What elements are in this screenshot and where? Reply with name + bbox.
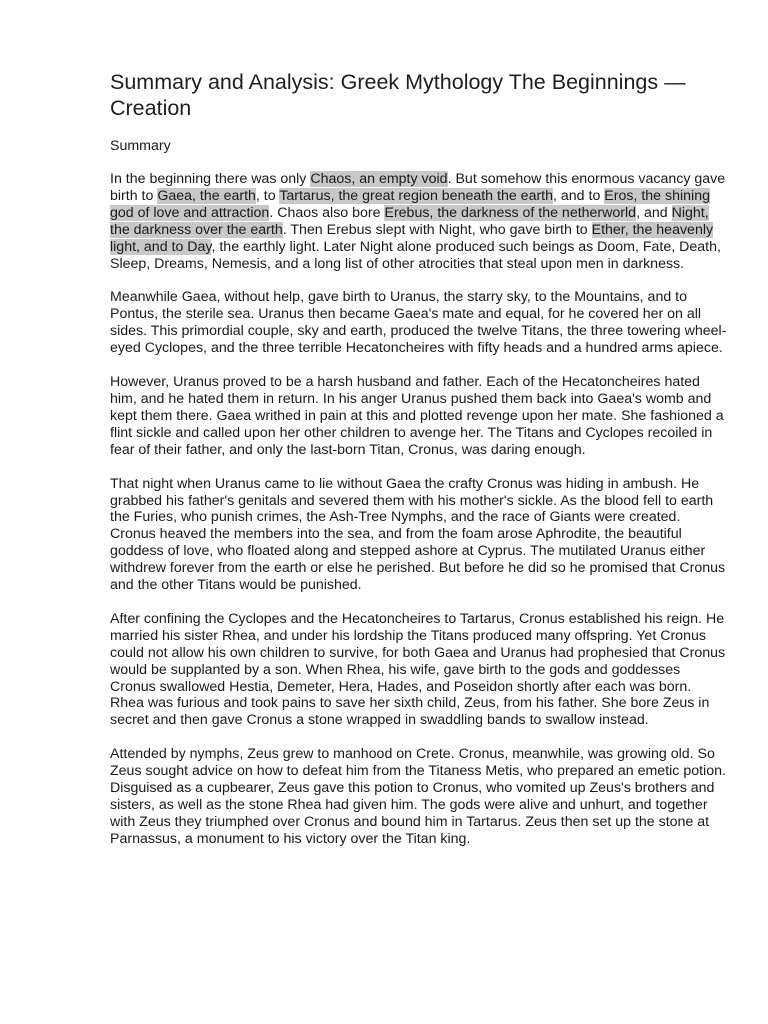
paragraph-1-text-4: , and to bbox=[553, 187, 605, 204]
highlight-ether-day[interactable]: Ether, the heavenly light, and to Day bbox=[110, 221, 714, 255]
paragraph-1-text-7: . Then Erebus slept with Night, who gave birth to bbox=[282, 221, 592, 238]
page-title: Summary and Analysis: Greek Mythology The Beginnings — Creation bbox=[110, 70, 686, 120]
highlight-erebus[interactable]: Erebus, the darkness of the netherworld bbox=[384, 204, 637, 221]
highlight-night[interactable]: Night, the darkness over the earth bbox=[110, 204, 709, 238]
highlight-gaea[interactable]: Gaea, the earth bbox=[157, 187, 256, 204]
highlight-tartarus[interactable]: Tartarus, the great region beneath the earth bbox=[279, 187, 554, 204]
paragraph-1 bbox=[110, 171, 728, 272]
highlight-eros[interactable]: Eros, the shining god of love and attraction bbox=[110, 187, 710, 221]
paragraph-1-text-3: , to bbox=[255, 187, 280, 204]
paragraph-3: However, Uranus proved to be a harsh husband and father. Each of the Hecatoncheires hated him, and he hated them in return. In his anger Uranus pushed them back into Gaea's womb and kept them there. Gaea writhed in pain at this and plotted revenge upon her mate. She fashioned a flint sickle and called upon her other children to avenge her. The Titans and Cyclopes recoiled in fear of their father, and only the last-born Titan, Cronus, was daring enough. bbox=[110, 374, 724, 458]
section-heading-summary: Summary bbox=[110, 138, 171, 154]
paragraph-2: Meanwhile Gaea, without help, gave birth to Uranus, the starry sky, to the Mountains, and to Pontus, the sterile sea. Uranus then became Gaea's mate and equal, for he covered her on all sides. This primordial couple, sky and earth, produced the twelve Titans, the three towering wheel-eyed Cyclopes, and the three terrible Hecatoncheires with fifty heads and a hundred arms apiece. bbox=[110, 289, 727, 357]
highlight-chaos[interactable]: Chaos, an empty void bbox=[310, 171, 448, 187]
paragraph-1-text-2: . But somehow this enormous vacancy gave birth to bbox=[110, 171, 726, 204]
paragraph-1-text-5: . Chaos also bore bbox=[269, 204, 385, 221]
paragraph-4: That night when Uranus came to lie without Gaea the crafty Cronus was hiding in ambush. He grabbed his father's genitals and severed them with his mother's sickle. As the blood fell to earth the Furies, who punish crimes, the Ash-Tree Nymphs, and the race of Giants were created. Cronus heaved the members into the sea, and from the foam arose Aphrodite, the beautiful goddess of love, who floated along and stepped ashore at Cyprus. The mutilated Uranus either withdrew forever from the earth or else he perished. But before he did so he promised that Cronus and the other Titans would be punished. bbox=[110, 475, 726, 594]
paragraph-6: Attended by nymphs, Zeus grew to manhood on Crete. Cronus, meanwhile, was growing old. So Zeus sought advice on how to defeat him from the Titaness Metis, who prepared an emetic potion. Disguised as a cupbearer, Zeus gave this potion to Cronus, who vomited up Zeus's brothers and sisters, as well as the stone Rhea had given him. The gods were alive and unhurt, and together with Zeus they triumphed over Cronus and bound him in Tartarus. Zeus then set up the stone at Parnassus, a monument to his victory over the Titan king. bbox=[110, 746, 726, 847]
paragraph-1-text-8: , the earthly light. Later Night alone produced such beings as Doom, Fate, Death, Sleep, Dreams, Nemesis, and a long list of other atrocities that steal upon men in darkness. bbox=[110, 238, 721, 272]
paragraph-5: After confining the Cyclopes and the Hecatoncheires to Tartarus, Cronus established his reign. He married his sister Rhea, and under his lordship the Titans produced many offspring. Yet Cronus could not allow his own children to survive, for both Gaea and Uranus had prophesied that Cronus would be supplanted by a son. When Rhea, his wife, gave birth to the gods and goddesses Cronus swallowed Hestia, Demeter, Hera, Hades, and Poseidon shortly after each was born. Rhea was furious and took pains to save her sixth child, Zeus, from his father. She bore Zeus in secret and then gave Cronus a stone wrapped in swaddling bands to swallow instead. bbox=[110, 610, 726, 729]
paragraph-1-text-6: , and bbox=[636, 204, 672, 221]
paragraph-1-text-1: In the beginning there was only bbox=[110, 171, 311, 187]
